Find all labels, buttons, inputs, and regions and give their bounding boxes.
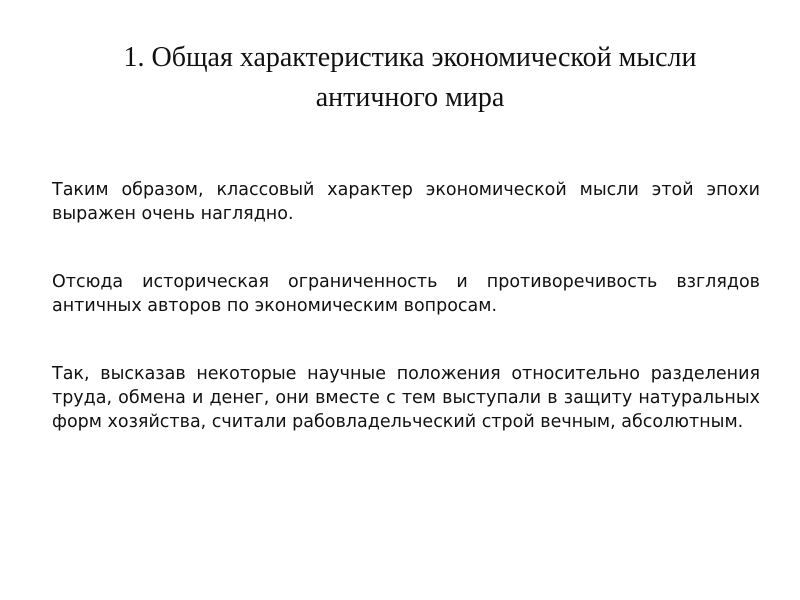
slide-body	[52, 178, 760, 434]
paragraph-2: Отсюда историческая ограниченность и противоречивость взглядов античных авторов по экономическим вопросам.	[52, 272, 760, 316]
paragraph-1: Таким образом, классовый характер экономической мысли этой эпохи выражен очень наглядно.	[52, 180, 760, 224]
paragraph-3: Так, высказав некоторые научные положения относительно разделения труда, обмена и денег, они вместе с тем выступали в защиту натуральных форм хозяйства, считали рабовладельческий строй вечным, абсолютным.	[52, 364, 760, 432]
slide-title: 1. Общая характеристика экономической мысли античного мира	[123, 42, 697, 113]
